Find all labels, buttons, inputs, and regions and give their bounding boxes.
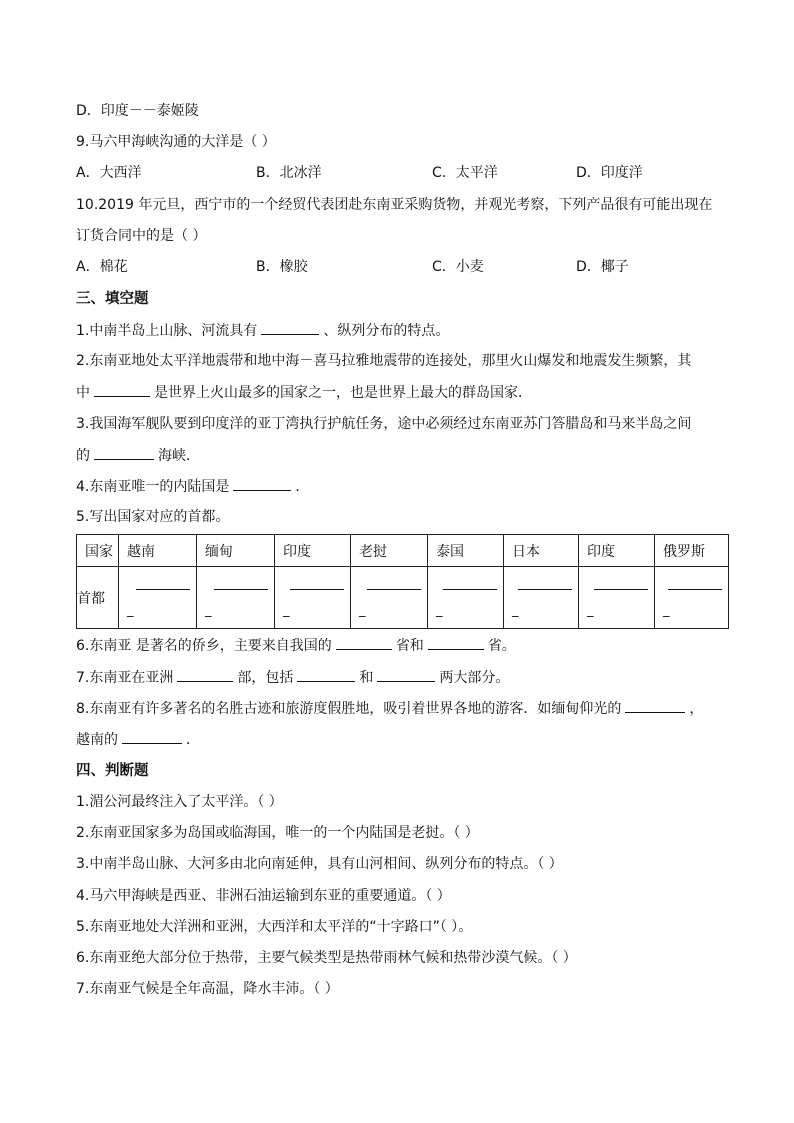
country-cell: 泰国 — [428, 535, 504, 567]
s3-q8-line1 — [76, 698, 703, 719]
answer-blank[interactable] — [122, 729, 182, 744]
q10-option-b: B．橡胶 — [256, 259, 308, 275]
s4-item: 4.马六甲海峡是西亚、非洲石油运输到东亚的重要通道。（ ） — [76, 888, 451, 904]
answer-blank[interactable] — [261, 320, 319, 335]
s3-q4 — [76, 476, 309, 497]
s4-item: 6.东南亚绝大部分位于热带，主要气候类型是热带雨林气候和热带沙漠气候。（ ） — [76, 950, 577, 966]
q10-question-line2: 订货合同中的是（ ） — [76, 228, 207, 244]
s3-q7 — [76, 667, 509, 688]
s4-item: 5.东南亚地处大洋洲和亚洲，大西洋和太平洋的“十字路口”（ ）。 — [76, 919, 473, 935]
row-header-country: 国家 — [77, 535, 119, 567]
capital-cell[interactable] — [428, 567, 504, 629]
answer-blank[interactable] — [625, 698, 685, 713]
s3-q6-part1: 6.东南亚 是著名的侨乡，主要来自我国的 — [76, 638, 332, 654]
table-row-countries — [77, 535, 729, 567]
capital-table — [76, 534, 729, 629]
s3-q2-line2 — [76, 382, 532, 403]
s3-q6 — [76, 635, 516, 656]
s3-q2-text-before: 中 — [76, 385, 90, 401]
answer-blank[interactable] — [290, 589, 344, 590]
answer-blank[interactable] — [428, 635, 484, 650]
blank-tail: _ — [663, 603, 670, 618]
answer-blank[interactable] — [233, 476, 291, 491]
answer-blank[interactable] — [367, 589, 421, 590]
s3-q1 — [76, 320, 449, 341]
s3-q2-line1: 2.东南亚地处太平洋地震带和地中海－喜马拉雅地震带的连接处，那里火山爆发和地震发生频繁，其 — [76, 353, 692, 369]
q10-option-d: D．椰子 — [576, 259, 629, 275]
s3-q8-line2-before: 越南的 — [76, 732, 118, 748]
country-cell: 缅甸 — [197, 535, 275, 567]
section4-title: 四、判断题 — [76, 763, 149, 779]
country-cell: 越南 — [119, 535, 197, 567]
blank-tail: _ — [283, 603, 290, 618]
s3-q8-line2 — [76, 729, 200, 750]
capital-cell[interactable] — [579, 567, 655, 629]
blank-tail: _ — [359, 603, 366, 618]
s3-q5-prompt: 5.写出国家对应的首都。 — [76, 509, 230, 525]
answer-blank[interactable] — [443, 589, 497, 590]
answer-blank[interactable] — [94, 445, 154, 460]
capital-cell[interactable] — [504, 567, 579, 629]
s3-q2-text-after: 是世界上火山最多的国家之一，也是世界上最大的群岛国家． — [154, 385, 532, 401]
s4-item: 7.东南亚气候是全年高温，降水丰沛。（ ） — [76, 981, 339, 997]
q10-question-line1: 10.2019 年元旦，西宁市的一个经贸代表团赴东南亚采购货物，并观光考察，下列产品很有可能出现在 — [76, 197, 713, 213]
q9-option-d: D．印度洋 — [576, 165, 643, 181]
answer-blank[interactable] — [214, 589, 268, 590]
country-cell: 日本 — [504, 535, 579, 567]
q9-option-b: B．北冰洋 — [256, 165, 322, 181]
q9-question: 9.马六甲海峡沟通的大洋是（ ） — [76, 134, 276, 150]
blank-tail: _ — [587, 603, 594, 618]
s3-q1-text-before: 1.中南半岛上山脉、河流具有 — [76, 323, 258, 339]
blank-tail: _ — [127, 603, 134, 618]
q9-option-a: A．大西洋 — [76, 165, 142, 181]
answer-blank[interactable] — [377, 667, 435, 682]
blank-tail: _ — [436, 603, 443, 618]
capital-cell[interactable] — [119, 567, 197, 629]
s3-q6-part3: 省。 — [487, 638, 516, 654]
answer-blank[interactable] — [94, 382, 150, 397]
answer-blank[interactable] — [594, 589, 648, 590]
answer-blank[interactable] — [336, 635, 392, 650]
blank-tail: _ — [512, 603, 519, 618]
s3-q7-part4: 两大部分。 — [439, 670, 510, 686]
country-cell: 俄罗斯 — [655, 535, 729, 567]
q8-option-d: D．印度－－泰姬陵 — [76, 103, 199, 119]
s4-item: 3.中南半岛山脉、大河多由北向南延伸，具有山河相间、纵列分布的特点。（ ） — [76, 856, 563, 872]
s3-q7-part2: 部，包括 — [237, 670, 294, 686]
q10-option-c: C．小麦 — [432, 259, 484, 275]
s3-q7-part1: 7.东南亚在亚洲 — [76, 670, 174, 686]
s3-q6-part2: 省和 — [395, 638, 424, 654]
capital-cell[interactable] — [197, 567, 275, 629]
s3-q3-line1: 3.我国海军舰队要到印度洋的亚丁湾执行护航任务，途中必须经过东南亚苏门答腊岛和马来半岛之间 — [76, 416, 692, 432]
s3-q7-part3: 和 — [359, 670, 374, 686]
q9-option-c: C．太平洋 — [432, 165, 498, 181]
q10-option-a: A．棉花 — [76, 259, 128, 275]
table-row-capitals — [77, 567, 729, 629]
capital-cell[interactable] — [351, 567, 428, 629]
row-header-capital: 首都 — [77, 567, 119, 629]
answer-blank[interactable] — [668, 589, 722, 590]
s3-q3-text-after: 海峡． — [158, 448, 200, 464]
s4-item: 1.湄公河最终注入了太平洋。（ ） — [76, 794, 283, 810]
s3-q4-text-before: 4.东南亚唯一的内陆国是 — [76, 479, 230, 495]
s3-q3-text-before: 的 — [76, 448, 90, 464]
s4-item: 2.东南亚国家多为岛国或临海国，唯一的一个内陆国是老挝。（ ） — [76, 825, 479, 841]
blank-tail: _ — [205, 603, 212, 618]
s3-q8-text-after: ， — [689, 701, 704, 717]
s3-q8-text-before: 8.东南亚有许多著名的名胜古迹和旅游度假胜地，吸引着世界各地的游客．如缅甸仰光的 — [76, 701, 622, 717]
s3-q1-text-after: 、纵列分布的特点。 — [323, 323, 450, 339]
answer-blank[interactable] — [297, 667, 355, 682]
s3-q8-line2-after: ． — [186, 732, 200, 748]
capital-cell[interactable] — [655, 567, 729, 629]
capital-cell[interactable] — [275, 567, 351, 629]
answer-blank[interactable] — [518, 589, 572, 590]
answer-blank[interactable] — [177, 667, 233, 682]
answer-blank[interactable] — [136, 589, 190, 590]
country-cell: 印度 — [275, 535, 351, 567]
section3-title: 三、填空题 — [76, 291, 149, 307]
s3-q4-text-after: ． — [295, 479, 310, 495]
country-cell: 老挝 — [351, 535, 428, 567]
s3-q3-line2 — [76, 445, 200, 466]
country-cell: 印度 — [579, 535, 655, 567]
